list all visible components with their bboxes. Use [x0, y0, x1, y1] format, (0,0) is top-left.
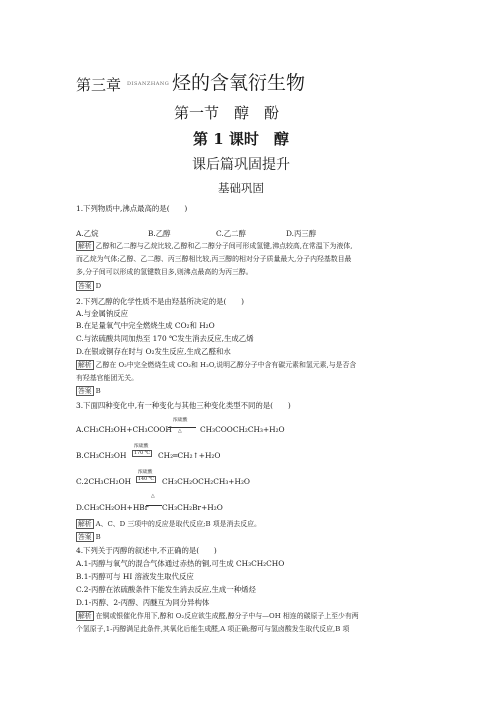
q1-analysis-line: 多,分子间可以形成的氢键数目多,则沸点最高的为丙三醇。	[76, 268, 253, 276]
q1-option-c: C.乙二醇	[216, 229, 246, 238]
q4-option-c: C.2-丙醇在浓硫酸条件下能发生消去反应,生成一种烯烃	[76, 585, 256, 594]
q4-stem: 4.下列关于丙醇的叙述中,不正确的是( )	[76, 546, 217, 555]
chapter-pinyin: DISANZHANG	[127, 81, 170, 87]
condition-label: △	[151, 494, 155, 499]
q2-analysis-line: 有羟基官能团无关。	[76, 374, 139, 382]
q2-option-b: B.在足量氧气中完全燃烧生成 CO₂和 H₂O	[76, 321, 215, 330]
condition-label: 浓硫酸	[134, 444, 149, 449]
q2-analysis-line: 解析 乙醇在 O₂中完全燃烧生成 CO₂和 H₂O,说明乙醇分子中含有碳元素和氢元素,与是否含	[78, 361, 357, 369]
answer-tag: 答案	[78, 387, 92, 395]
condition-label: △	[178, 429, 182, 434]
q2-option-c: C.与浓硫酸共同加热至 170 ℃发生消去反应,生成乙烯	[76, 334, 254, 343]
section-title: 第一节 醇 酚	[174, 104, 280, 122]
q1-analysis-line: 而乙烷为气体;乙醇、乙二醇、丙三醇相比较,丙三醇的相对分子质量最大,分子内羟基数目最	[76, 255, 352, 263]
q4-analysis-line: 解析 在铜或银催化作用下,醇和 O₂反应欲生成醛,醇分子中与—OH 相连的碳原子上至少有两	[78, 612, 359, 620]
answer-tag: 答案	[78, 282, 92, 290]
answer-tag: 答案	[78, 533, 92, 541]
condition-label: 140 ℃	[138, 477, 155, 482]
q1-option-b: B.乙醇	[148, 229, 171, 238]
chapter-title: 烃的含氧衍生物	[172, 72, 306, 94]
condition-label: 浓硫酸	[138, 470, 153, 475]
q2-option-a: A.与金属钠反应	[76, 309, 129, 318]
q1-stem: 1.下列物质中,沸点最高的是( )	[76, 204, 188, 213]
q3-analysis: 解析 A、C、D 三项中的反应是取代反应;B 项是消去反应。	[78, 520, 261, 528]
analysis-tag: 解析	[78, 242, 92, 250]
analysis-tag: 解析	[78, 612, 92, 620]
chapter-number: 第三章	[76, 76, 122, 94]
analysis-tag: 解析	[78, 361, 92, 369]
reaction-arrow	[146, 505, 162, 506]
q4-analysis-line: 个氢原子,1-丙醇满足此条件,其氧化后能生成醛,A 项正确;醇可与氢卤酸发生取代反应,B 项	[76, 625, 350, 633]
q2-answer: 答案 B	[78, 387, 101, 395]
q4-option-a: A.1-丙醇与氧气的混合气体通过赤热的铜,可生成 CH₃CH₂CHO	[76, 559, 285, 568]
q1-option-d: D.丙三醇	[286, 229, 317, 238]
part-heading: 基础巩固	[218, 181, 264, 195]
q1-option-a: A.乙烷	[76, 229, 99, 238]
subtitle: 课后篇巩固提升	[192, 157, 290, 173]
lesson-title: 第 1 课时 醇	[193, 130, 289, 148]
q2-stem: 2.下列乙醇的化学性质不是由羟基所决定的是( )	[76, 297, 245, 306]
condition-label: 170 ℃	[134, 451, 151, 456]
reaction-arrow	[168, 427, 196, 428]
q3-stem: 3.下面四种变化中,有一种变化与其他三种变化类型不同的是( )	[76, 401, 291, 410]
q1-answer: 答案 D	[78, 282, 102, 290]
q3-answer: 答案 B	[78, 533, 101, 541]
q4-option-b: B.1-丙醇可与 HI 溶液发生取代反应	[76, 572, 194, 581]
analysis-tag: 解析	[78, 520, 92, 528]
q4-option-d: D.1-丙醇、2-丙醇、丙醚互为同分异构体	[76, 598, 210, 607]
q2-option-d: D.在银或铜存在时与 O₂发生反应,生成乙醛和水	[76, 347, 231, 356]
q1-analysis-line: 解析 乙醇和乙二醇与乙烷比较,乙醇和乙二醇分子间可形成氢键,沸点较高,在常温下为液体,	[78, 242, 353, 250]
condition-label: 浓硫酸	[173, 418, 188, 423]
